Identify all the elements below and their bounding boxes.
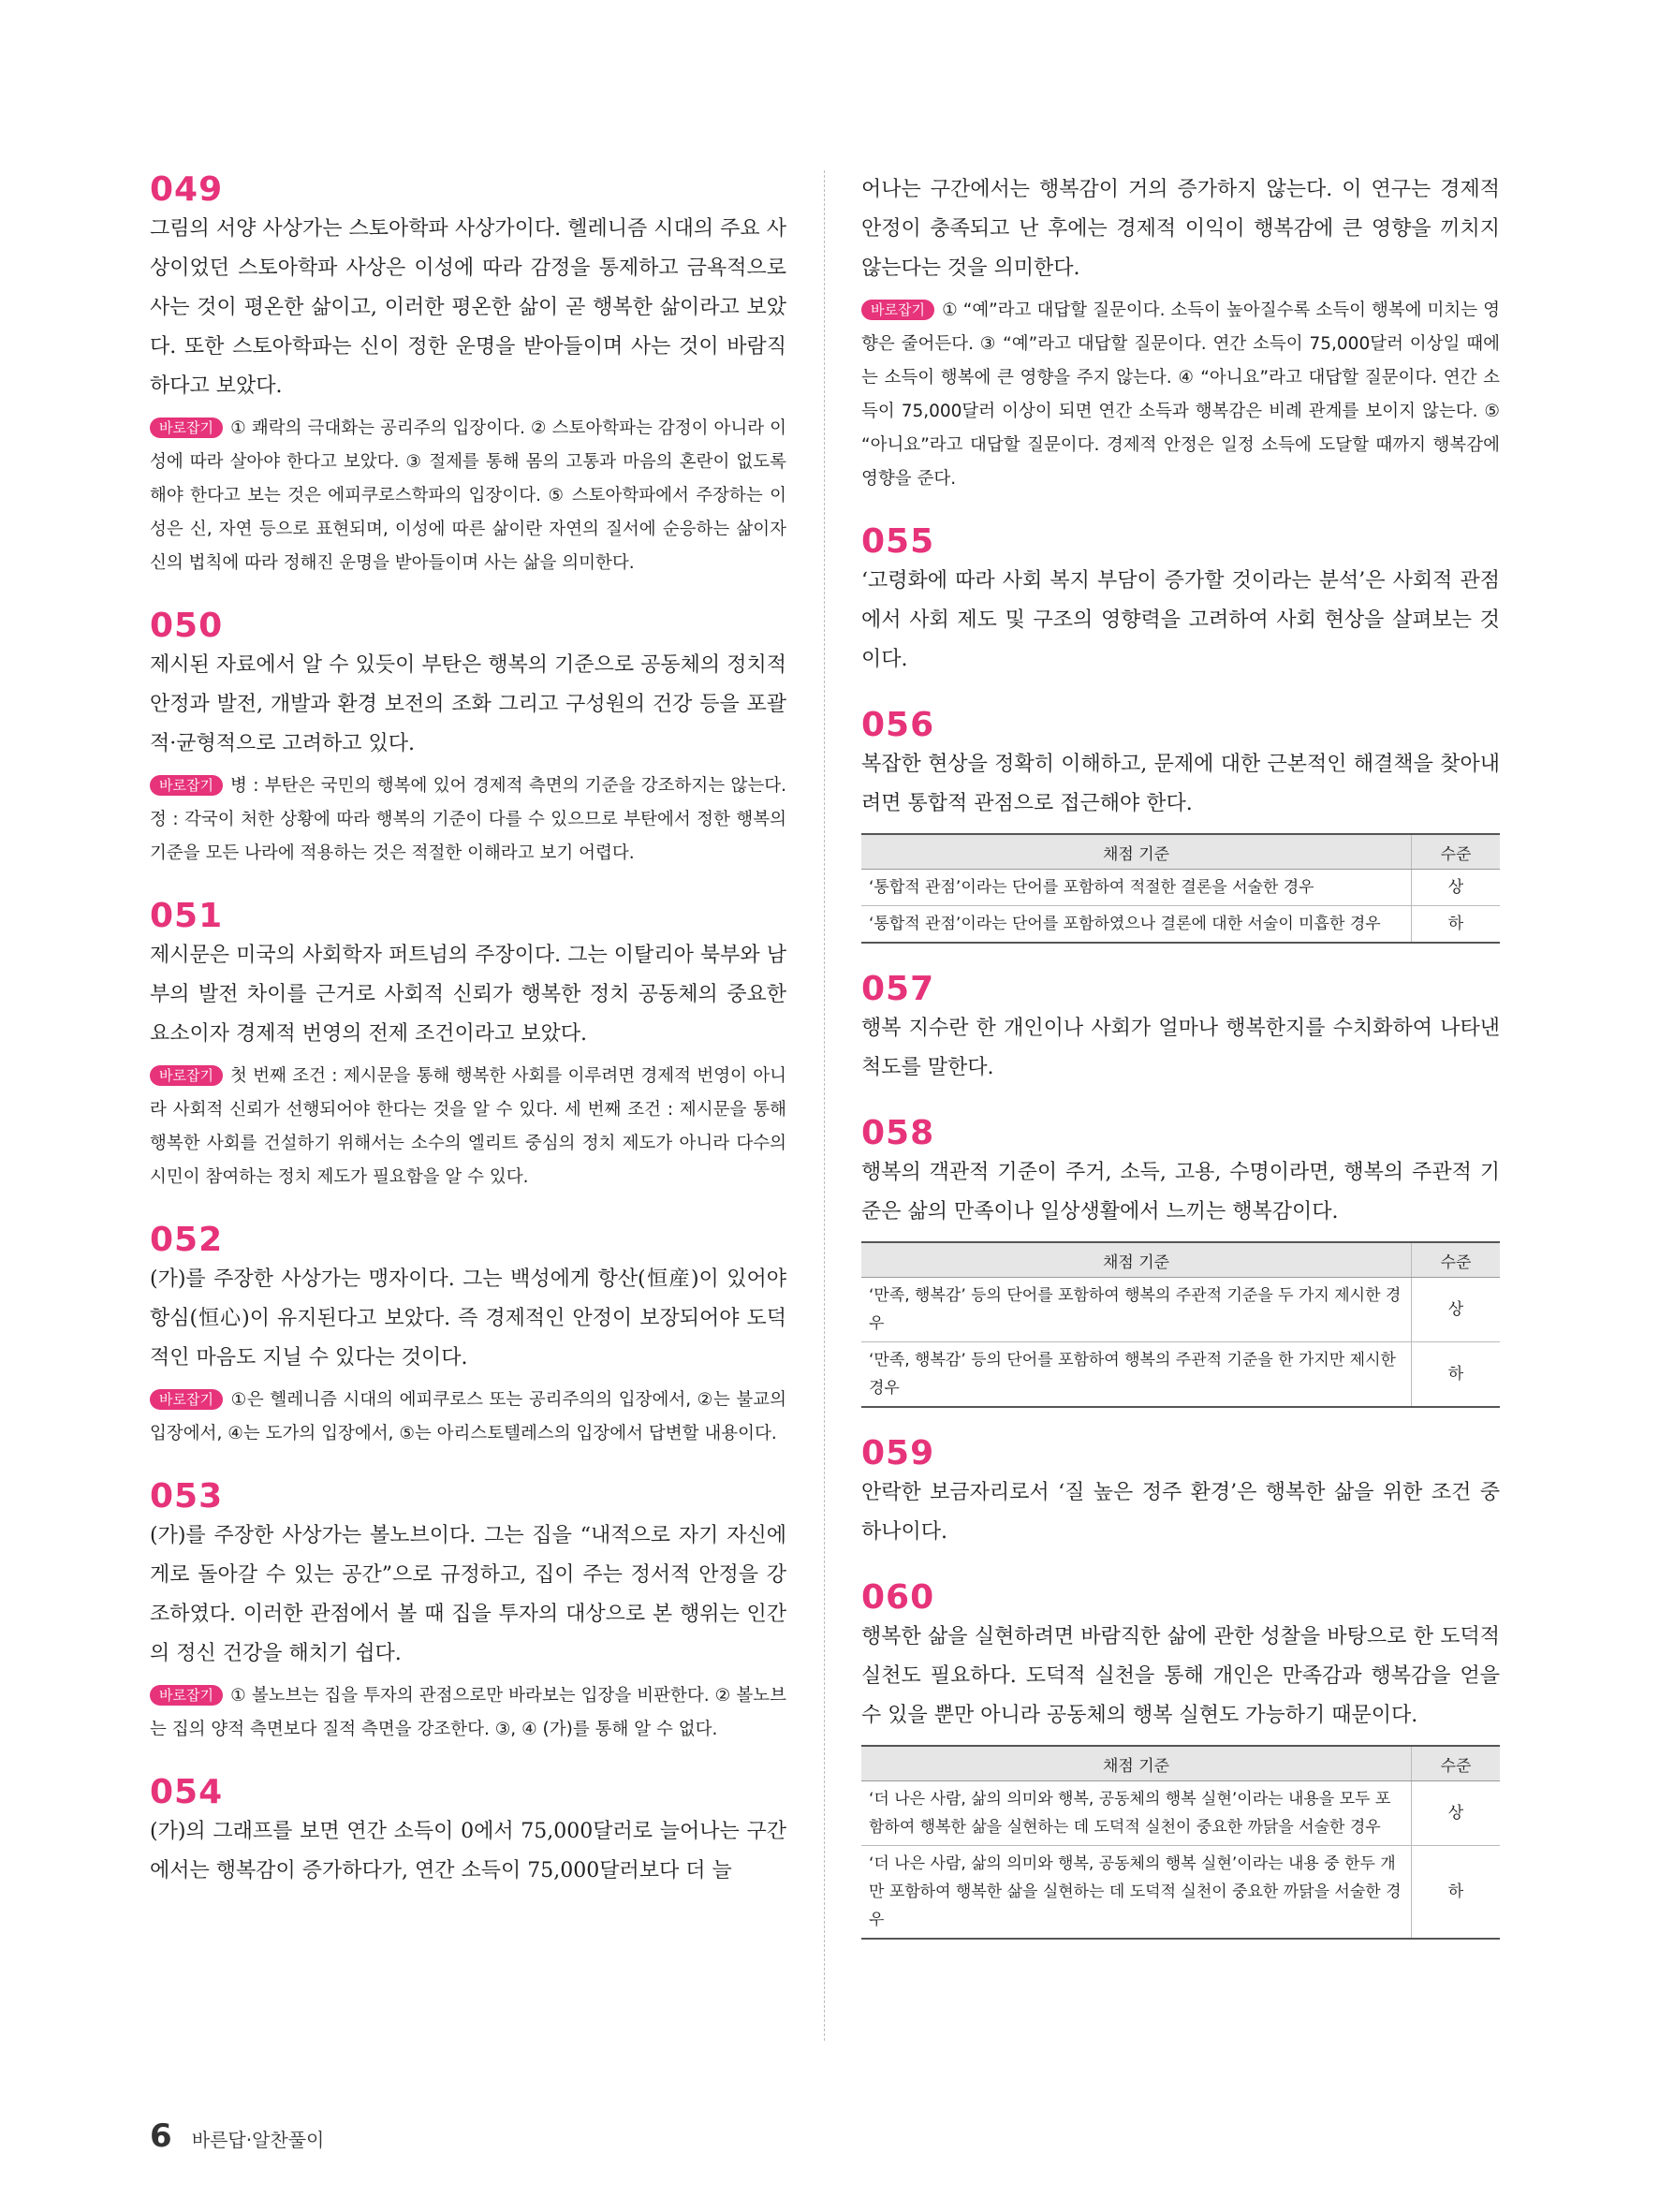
criteria-header: 채점 기준 — [861, 1746, 1412, 1781]
answer-section — [861, 1578, 1500, 1940]
correction-badge: 바로잡기 — [150, 1389, 223, 1410]
answer-section — [861, 522, 1500, 680]
page-number: 6 — [150, 2117, 172, 2155]
criteria-cell: ‘만족, 행복감’ 등의 단어를 포함하여 행복의 주관적 기준을 두 가지 제시한 경우 — [861, 1278, 1412, 1342]
explanation-text: 제시문은 미국의 사회학자 퍼트넘의 주장이다. 그는 이탈리아 북부와 남부의 발전 차이를 근거로 사회적 신뢰가 행복한 정치 공동체의 중요한 요소이자 경제적 번영의 전제 조건이라고 보았다. — [150, 944, 786, 1046]
right-column — [861, 170, 1500, 1966]
criteria-header: 채점 기준 — [861, 1242, 1412, 1278]
correction-note — [861, 294, 1500, 496]
answer-section — [150, 1221, 786, 1451]
level-cell: 상 — [1412, 870, 1501, 906]
question-number: 060 — [861, 1578, 935, 1617]
answer-section — [861, 970, 1500, 1088]
correction-text: ① “예”라고 대답할 질문이다. 소득이 높아질수록 소득이 행복에 미치는 영향은 줄어든다. ③ “예”라고 대답할 질문이다. 연간 소득이 75,000달러 이상일 때에는 소득이 행복에 큰 영향을 주지 않는다. ④ “아니요”라고 대답할 질문이다. 연간 소득이 75,000달러 이상이 되면 연간 소득과 행복감은 비례 관계를 보이지 않는다. ⑤ “아니요”라고 대답할 질문이다. 경제적 안정은 일정 소득에 도달할 때까지 행복감에 영향을 준다. — [861, 300, 1500, 489]
answer-section — [861, 706, 1500, 944]
criteria-cell: ‘통합적 관점’이라는 단어를 포함하였으나 결론에 대한 서술이 미흡한 경우 — [861, 906, 1412, 944]
explanation-text: (가)를 주장한 사상가는 볼노브이다. 그는 집을 “내적으로 자기 자신에게로 돌아갈 수 있는 공간”으로 규정하고, 집이 주는 정서적 안정을 강조하였다. 이러한 관점에서 볼 때 집을 투자의 대상으로 본 행위는 인간의 정신 건강을 해치기 쉽다. — [150, 1524, 786, 1665]
correction-badge: 바로잡기 — [150, 1065, 223, 1086]
level-header: 수준 — [1412, 1746, 1501, 1781]
table-row — [861, 906, 1500, 944]
answer-section — [150, 897, 786, 1194]
grading-table — [861, 1241, 1500, 1408]
explanation-text: ‘고령화에 따라 사회 복지 부담이 증가할 것이라는 분석’은 사회적 관점에서 사회 제도 및 구조의 영향력을 고려하여 사회 현상을 살펴보는 것이다. — [861, 569, 1500, 671]
table-row — [861, 1846, 1500, 1940]
question-number: 054 — [150, 1773, 224, 1811]
level-cell: 상 — [1412, 1278, 1501, 1342]
answer-section — [861, 170, 1500, 496]
explanation-text: (가)의 그래프를 보면 연간 소득이 0에서 75,000달러로 늘어나는 구간에서는 행복감이 증가하다가, 연간 소득이 75,000달러보다 더 늘 — [150, 1820, 786, 1882]
level-cell: 하 — [1412, 1342, 1501, 1408]
table-row — [861, 870, 1500, 906]
criteria-header: 채점 기준 — [861, 834, 1412, 870]
level-cell: 하 — [1412, 906, 1501, 944]
correction-text: ① 쾌락의 극대화는 공리주의 입장이다. ② 스토아학파는 감정이 아니라 이성에 따라 살아야 한다고 보았다. ③ 절제를 통해 몸의 고통과 마음의 혼란이 없도록 해야 한다고 보는 것은 에피쿠로스학파의 입장이다. ⑤ 스토아학파에서 주장하는 이성은 신, 자연 등으로 표현되며, 이성에 따른 삶이란 자연의 질서에 순응하는 삶이자 신의 법칙에 따라 정해진 운명을 받아들이며 사는 삶을 의미한다. — [150, 418, 786, 573]
question-number: 052 — [150, 1221, 224, 1259]
correction-badge: 바로잡기 — [150, 417, 223, 438]
column-divider — [824, 170, 825, 2041]
question-number: 058 — [861, 1114, 935, 1152]
book-title: 바른답·알찬풀이 — [191, 2129, 325, 2151]
answer-section — [150, 1477, 786, 1747]
question-number: 050 — [150, 607, 224, 645]
criteria-cell: ‘더 나은 사람, 삶의 의미와 행복, 공동체의 행복 실현’이라는 내용 중 한두 개만 포함하여 행복한 삶을 실현하는 데 도덕적 실천이 중요한 까닭을 서술한 경우 — [861, 1846, 1412, 1940]
question-number: 055 — [861, 522, 935, 561]
grading-table — [861, 1745, 1500, 1940]
answer-section — [861, 1114, 1500, 1408]
answer-section — [150, 607, 786, 871]
correction-note — [150, 1384, 786, 1451]
correction-note — [150, 1679, 786, 1747]
explanation-text: 제시된 자료에서 알 수 있듯이 부탄은 행복의 기준으로 공동체의 정치적 안정과 발전, 개발과 환경 보전의 조화 그리고 구성원의 건강 등을 포괄적·균형적으로 고려하고 있다. — [150, 653, 786, 755]
explanation-text: 행복 지수란 한 개인이나 사회가 얼마나 행복한지를 수치화하여 나타낸 척도를 말한다. — [861, 1017, 1500, 1079]
correction-note — [150, 769, 786, 871]
explanation-text: 행복의 객관적 기준이 주거, 소득, 고용, 수명이라면, 행복의 주관적 기준은 삶의 만족이나 일상생활에서 느끼는 행복감이다. — [861, 1161, 1500, 1223]
table-row — [861, 1781, 1500, 1846]
criteria-cell: ‘만족, 행복감’ 등의 단어를 포함하여 행복의 주관적 기준을 한 가지만 제시한 경우 — [861, 1342, 1412, 1408]
level-cell: 상 — [1412, 1781, 1501, 1846]
criteria-cell: ‘통합적 관점’이라는 단어를 포함하여 적절한 결론을 서술한 경우 — [861, 870, 1412, 906]
table-row — [861, 1278, 1500, 1342]
correction-text: 첫 번째 조건 : 제시문을 통해 행복한 사회를 이루려면 경제적 번영이 아니라 사회적 신뢰가 선행되어야 한다는 것을 알 수 있다. 세 번째 조건 : 제시문을 통해 행복한 사회를 건설하기 위해서는 소수의 엘리트 중심의 정치 제도가 아니라 다수의 시민이 참여하는 정치 제도가 필요함을 알 수 있다. — [150, 1066, 786, 1187]
question-number: 056 — [861, 706, 935, 744]
correction-text: ① 볼노브는 집을 투자의 관점으로만 바라보는 입장을 비판한다. ② 볼노브는 집의 양적 측면보다 질적 측면을 강조한다. ③, ④ (가)를 통해 알 수 없다. — [150, 1686, 786, 1739]
criteria-cell: ‘더 나은 사람, 삶의 의미와 행복, 공동체의 행복 실현’이라는 내용을 모두 포함하여 행복한 삶을 실현하는 데 도덕적 실천이 중요한 까닭을 서술한 경우 — [861, 1781, 1412, 1846]
correction-badge: 바로잡기 — [150, 1685, 223, 1706]
question-number: 051 — [150, 897, 224, 935]
level-header: 수준 — [1412, 1242, 1501, 1278]
answer-section — [150, 170, 786, 580]
explanation-text: 행복한 삶을 실현하려면 바람직한 삶에 관한 성찰을 바탕으로 한 도덕적 실천도 필요하다. 도덕적 실천을 통해 개인은 만족감과 행복감을 얻을 수 있을 뿐만 아니라 공동체의 행복 실현도 가능하기 때문이다. — [861, 1625, 1500, 1727]
left-column — [150, 170, 786, 1917]
question-number: 053 — [150, 1477, 224, 1516]
explanation-text: 그림의 서양 사상가는 스토아학파 사상가이다. 헬레니즘 시대의 주요 사상이었던 스토아학파 사상은 이성에 따라 감정을 통제하고 금욕적으로 사는 것이 평온한 삶이고, 이러한 평온한 삶이 곧 행복한 삶이라고 보았다. 또한 스토아학파는 신이 정한 운명을 받아들이며 사는 것이 바람직하다고 보았다. — [150, 217, 786, 398]
level-header: 수준 — [1412, 834, 1501, 870]
correction-text: 병 : 부탄은 국민의 행복에 있어 경제적 측면의 기준을 강조하지는 않는다. 정 : 각국이 처한 상황에 따라 행복의 기준이 다를 수 있으므로 부탄에서 정한 행복의 기준을 모든 나라에 적용하는 것은 적절한 이해라고 보기 어렵다. — [150, 776, 786, 863]
page-footer — [150, 2117, 324, 2155]
explanation-text: (가)를 주장한 사상가는 맹자이다. 그는 백성에게 항산(恒産)이 있어야 항심(恒心)이 유지된다고 보았다. 즉 경제적인 안정이 보장되어야 도덕적인 마음도 지닐 수 있다는 것이다. — [150, 1267, 786, 1370]
explanation-text: 어나는 구간에서는 행복감이 거의 증가하지 않는다. 이 연구는 경제적 안정이 충족되고 난 후에는 경제적 이익이 행복감에 큰 영향을 끼치지 않는다는 것을 의미한다. — [861, 178, 1500, 280]
question-number: 049 — [150, 170, 224, 209]
correction-note — [150, 412, 786, 580]
answer-section — [150, 1773, 786, 1891]
answer-section — [861, 1434, 1500, 1552]
correction-text: ①은 헬레니즘 시대의 에피쿠로스 또는 공리주의의 입장에서, ②는 불교의 입장에서, ④는 도가의 입장에서, ⑤는 아리스토텔레스의 입장에서 답변할 내용이다. — [150, 1390, 786, 1443]
question-number: 057 — [861, 970, 935, 1008]
grading-table — [861, 833, 1500, 944]
correction-note — [150, 1060, 786, 1194]
explanation-text: 안락한 보금자리로서 ‘질 높은 정주 환경’은 행복한 삶을 위한 조건 중 하나이다. — [861, 1481, 1500, 1544]
table-row — [861, 1342, 1500, 1408]
correction-badge: 바로잡기 — [150, 775, 223, 796]
explanation-text: 복잡한 현상을 정확히 이해하고, 문제에 대한 근본적인 해결책을 찾아내려면 통합적 관점으로 접근해야 한다. — [861, 753, 1500, 815]
level-cell: 하 — [1412, 1846, 1501, 1940]
correction-badge: 바로잡기 — [861, 300, 934, 320]
question-number: 059 — [861, 1434, 935, 1472]
